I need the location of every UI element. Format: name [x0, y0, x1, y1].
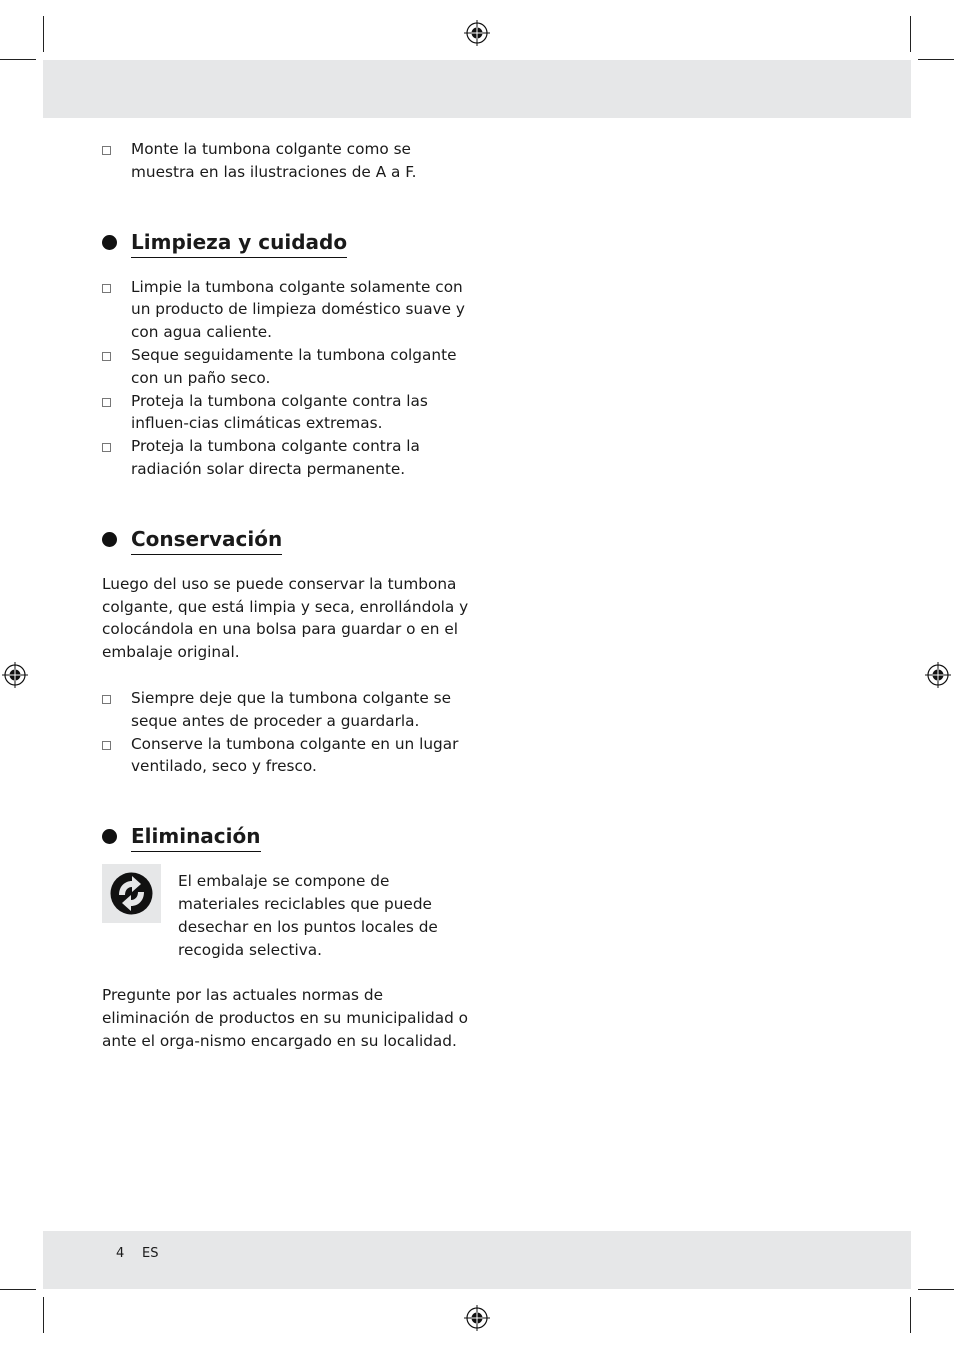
crop-mark	[0, 59, 36, 60]
paragraph: Pregunte por las actuales normas de eliminación de productos en su municipalidad o ante el orga-nismo encargado en su localidad.	[102, 986, 469, 1050]
recycling-green-dot-icon	[102, 864, 161, 923]
bullet-dot-icon	[102, 235, 117, 250]
list-item	[102, 435, 472, 481]
footer-band	[43, 1231, 911, 1289]
crop-mark	[43, 1297, 44, 1333]
list-item	[102, 733, 472, 779]
crop-mark	[918, 59, 954, 60]
section-title: Conservación	[131, 525, 282, 555]
checkbox-bullet-icon	[102, 443, 111, 452]
crop-mark	[918, 1289, 954, 1290]
crop-mark	[43, 16, 44, 52]
language-code: ES	[142, 1246, 159, 1261]
checkbox-bullet-icon	[102, 352, 111, 361]
list-item-text: Limpie la tumbona colgante solamente con un producto de limpieza doméstico suave y con agua caliente.	[131, 277, 465, 342]
list-item-text: Proteja la tumbona colgante contra la radiación solar directa permanente.	[131, 437, 420, 478]
bullet-dot-icon	[102, 829, 117, 844]
registration-mark-icon	[2, 662, 28, 688]
crop-mark	[910, 16, 911, 52]
checkbox-bullet-icon	[102, 398, 111, 407]
list-item-text: Siempre deje que la tumbona colgante se seque antes de proceder a guardarla.	[131, 688, 452, 730]
crop-mark	[910, 1297, 911, 1333]
list-item	[102, 687, 472, 733]
list-item	[102, 344, 472, 390]
registration-mark-icon	[464, 1305, 490, 1331]
list-item-text: Monte la tumbona colgante como se muestra en las ilustraciones de A a F.	[131, 140, 417, 181]
header-band	[43, 60, 911, 118]
list-item-text: Proteja la tumbona colgante contra las influen-cias climáticas extremas.	[131, 391, 428, 433]
crop-mark	[0, 1289, 36, 1290]
content-column	[102, 138, 472, 1053]
paragraph: Luego del uso se puede conservar la tumbona colgante, que está limpia y seca, enrollándola y colocándola en una bolsa para guardar o en el embalaje original.	[102, 574, 469, 662]
section-title: Limpieza y cuidado	[131, 228, 347, 258]
registration-mark-icon	[464, 20, 490, 46]
list-item	[102, 276, 472, 344]
bullet-dot-icon	[102, 532, 117, 547]
list-item	[102, 138, 472, 184]
recycling-notice	[102, 870, 472, 961]
checkbox-bullet-icon	[102, 695, 111, 704]
checkbox-bullet-icon	[102, 146, 111, 155]
page-number: 4	[116, 1246, 125, 1261]
list-item-text: Conserve la tumbona colgante en un lugar ventilado, seco y fresco.	[131, 734, 459, 776]
list-item-text: Seque seguidamente la tumbona colgante con un paño seco.	[131, 345, 457, 387]
section-heading-storage	[102, 525, 282, 555]
list-item	[102, 390, 472, 436]
registration-mark-icon	[925, 662, 951, 688]
checkbox-bullet-icon	[102, 741, 111, 750]
section-title: Eliminación	[131, 822, 261, 852]
recycling-text: El embalaje se compone de materiales reciclables que puede desechar en los puntos locales de recogida selectiva.	[178, 872, 438, 959]
section-heading-disposal	[102, 822, 261, 852]
checkbox-bullet-icon	[102, 284, 111, 293]
section-heading-cleaning	[102, 228, 347, 258]
